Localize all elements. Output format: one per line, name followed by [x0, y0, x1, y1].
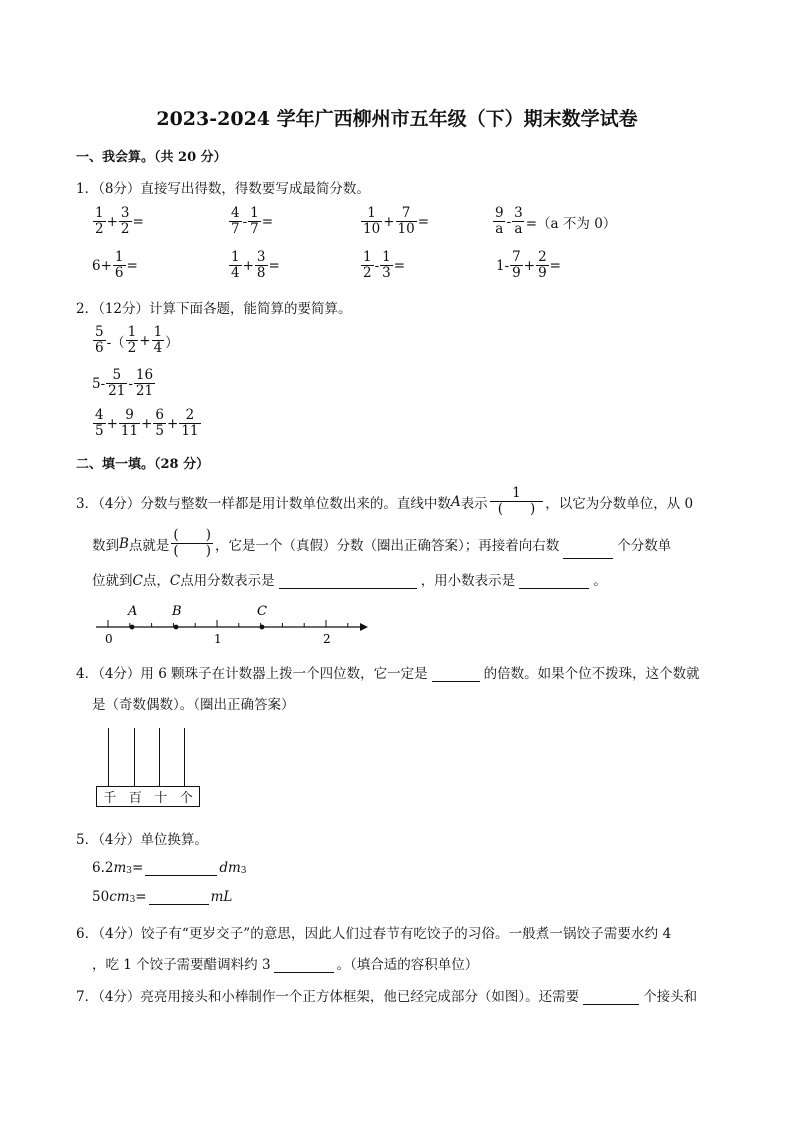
fraction: $\frac{3}{8}$: [256, 249, 266, 281]
q2-stem: 2．（12分）计算下面各题，能简算的要简算。: [76, 301, 352, 317]
q4-line-2: 是（奇数偶数）。（圈出正确答案）: [92, 697, 295, 713]
point-a: [130, 625, 135, 630]
fraction: $\frac{1}{7}$: [250, 205, 259, 237]
answer-blank[interactable]: [432, 681, 480, 682]
q1-expr-3: $\frac{1}{10}$ + $\frac{7}{10}$ =: [363, 205, 429, 237]
q6-line-1: 6．（4分）饺子有“更岁交子”的意思，因此人们过春节有吃饺子的习俗。一般煮一锅饺子需要水约 4: [76, 926, 672, 942]
abacus-label-ones: 个: [179, 791, 193, 806]
answer-blank[interactable]: [583, 1004, 639, 1005]
q3-line-2: 数到 B 点就是 $\frac{( )}{( )}$ ，它是一个（真假）分数（圈出正确答案）；再接着向右数 个分数单: [92, 527, 672, 559]
abacus-rod: [184, 728, 185, 786]
fraction: $\frac{3}{a}$: [514, 205, 523, 237]
label-a: A: [128, 604, 138, 619]
q2-expr-3: $\frac{4}{5}$ + $\frac{9}{11}$ + $\frac{6}{5}$ + $\frac{2}{11}$: [95, 407, 199, 439]
number-line-ticks: [108, 620, 348, 627]
answer-blank[interactable]: [274, 972, 334, 973]
q4-line-1: 4．（4分）用 6 颗珠子在计数器上拨一个四位数，它一定是 的倍数。如果个位不拨珠，这个数就: [76, 666, 700, 682]
fraction: $\frac{1}{2}$: [127, 324, 137, 356]
fraction: $\frac{7}{10}$: [397, 205, 415, 237]
fraction: $\frac{1}{6}$: [114, 249, 124, 281]
fraction: $\frac{1}{2}$: [363, 249, 372, 281]
answer-blank[interactable]: [149, 904, 209, 905]
answer-blank[interactable]: [145, 875, 217, 876]
label-b: B: [172, 604, 182, 619]
point-b: [174, 625, 179, 630]
q1-expr-6: $\frac{1}{4}$ + $\frac{3}{8}$ =: [231, 249, 280, 281]
page-title: 2023-2024 学年广西柳州市五年级（下）期末数学试卷: [156, 108, 638, 130]
fraction: $\frac{1}{4}$: [231, 249, 240, 281]
abacus-base: [96, 786, 200, 807]
q1-expr-5: 6+ $\frac{1}{6}$ =: [92, 249, 138, 281]
fraction: $\frac{5}{6}$: [95, 324, 104, 356]
fraction: $\frac{1}{4}$: [153, 324, 163, 356]
fraction: $\frac{4}{7}$: [231, 205, 240, 237]
fraction: $\frac{5}{21}$: [108, 367, 126, 399]
label-c: C: [257, 604, 267, 619]
q2-expr-2: 5- $\frac{5}{21}$ - $\frac{16}{21}$: [92, 367, 154, 399]
q1-expr-7: $\frac{1}{2}$ - $\frac{1}{3}$ =: [363, 249, 406, 281]
fraction: $\frac{4}{5}$: [95, 407, 104, 439]
abacus-label-thousands: 千: [103, 791, 117, 806]
answer-blank[interactable]: [279, 588, 417, 589]
fraction: $\frac{2}{9}$: [538, 249, 547, 281]
point-c: [260, 625, 265, 630]
abacus-rod: [134, 728, 135, 786]
label-2: 2: [323, 632, 331, 646]
fraction: $\frac{( )}{( )}$: [173, 527, 211, 559]
label-0: 0: [105, 632, 113, 646]
fraction: $\frac{9}{a}$: [495, 205, 504, 237]
q1-expr-4: $\frac{9}{a}$ - $\frac{3}{a}$ =（a 不为 0）: [495, 205, 617, 237]
fraction: $\frac{1}{2}$: [95, 205, 104, 237]
q1-stem: 1．（8分）直接写出得数，得数要写成最简分数。: [76, 181, 370, 197]
q1-expr-8: 1- $\frac{7}{9}$ + $\frac{2}{9}$ =: [496, 249, 561, 281]
arrow-head-icon: [360, 623, 368, 631]
fraction: $\frac{1}{( )}$: [490, 486, 544, 517]
fraction: $\frac{6}{5}$: [155, 407, 164, 439]
q3-line-3: 位就到 C 点， C 点用分数表示是 ，用小数表示是 。: [92, 573, 607, 589]
q5-line-1: 6.2 m $_3$ = dm $_3$: [92, 860, 247, 876]
abacus-rod: [159, 728, 160, 786]
fraction: $\frac{1}{10}$: [363, 205, 381, 237]
q1-expr-1: $\frac{1}{2}$ + $\frac{3}{2}$ =: [95, 205, 144, 237]
answer-blank[interactable]: [563, 558, 613, 559]
fraction: $\frac{7}{9}$: [512, 249, 521, 281]
answer-blank[interactable]: [519, 588, 589, 589]
abacus-label-hundreds: 百: [128, 791, 142, 806]
section-1-heading: 一、我会算。（共 20 分）: [76, 150, 227, 165]
q6-line-2: ，吃 1 个饺子需要醋调料约 3 。（填合适的容积单位）: [92, 957, 479, 973]
fraction: $\frac{1}{3}$: [382, 249, 391, 281]
q1-expr-2: $\frac{4}{7}$ - $\frac{1}{7}$ =: [231, 205, 274, 237]
fraction: $\frac{3}{2}$: [120, 205, 130, 237]
q5-line-2: 50 cm $_3$ = mL: [92, 889, 233, 905]
section-2-heading: 二、填一填。（28 分）: [76, 457, 210, 472]
label-1: 1: [214, 632, 222, 646]
q5-stem: 5．（4分）单位换算。: [76, 832, 208, 848]
fraction: $\frac{9}{11}$: [120, 407, 139, 439]
fraction: $\frac{2}{11}$: [181, 407, 199, 439]
q2-expr-1: $\frac{5}{6}$ -（ $\frac{1}{2}$ + $\frac{1}{4}$ ）: [95, 324, 179, 356]
fraction: $\frac{16}{21}$: [135, 367, 154, 399]
q7-line-1: 7．（4分）亮亮用接头和小棒制作一个正方体框架，他已经完成部分（如图）。还需要 个接头和: [76, 989, 698, 1005]
q3-line-1: 3．（4分）分数与整数一样都是用计数单位数出来的。直线中数 A 表示 $\frac{1}{( )}$ ，以它为分数单位，从 0: [76, 485, 694, 517]
abacus-label-tens: 十: [154, 791, 168, 806]
abacus-counter: [96, 728, 200, 808]
number-line: [92, 600, 372, 648]
abacus-rod: [108, 728, 109, 786]
